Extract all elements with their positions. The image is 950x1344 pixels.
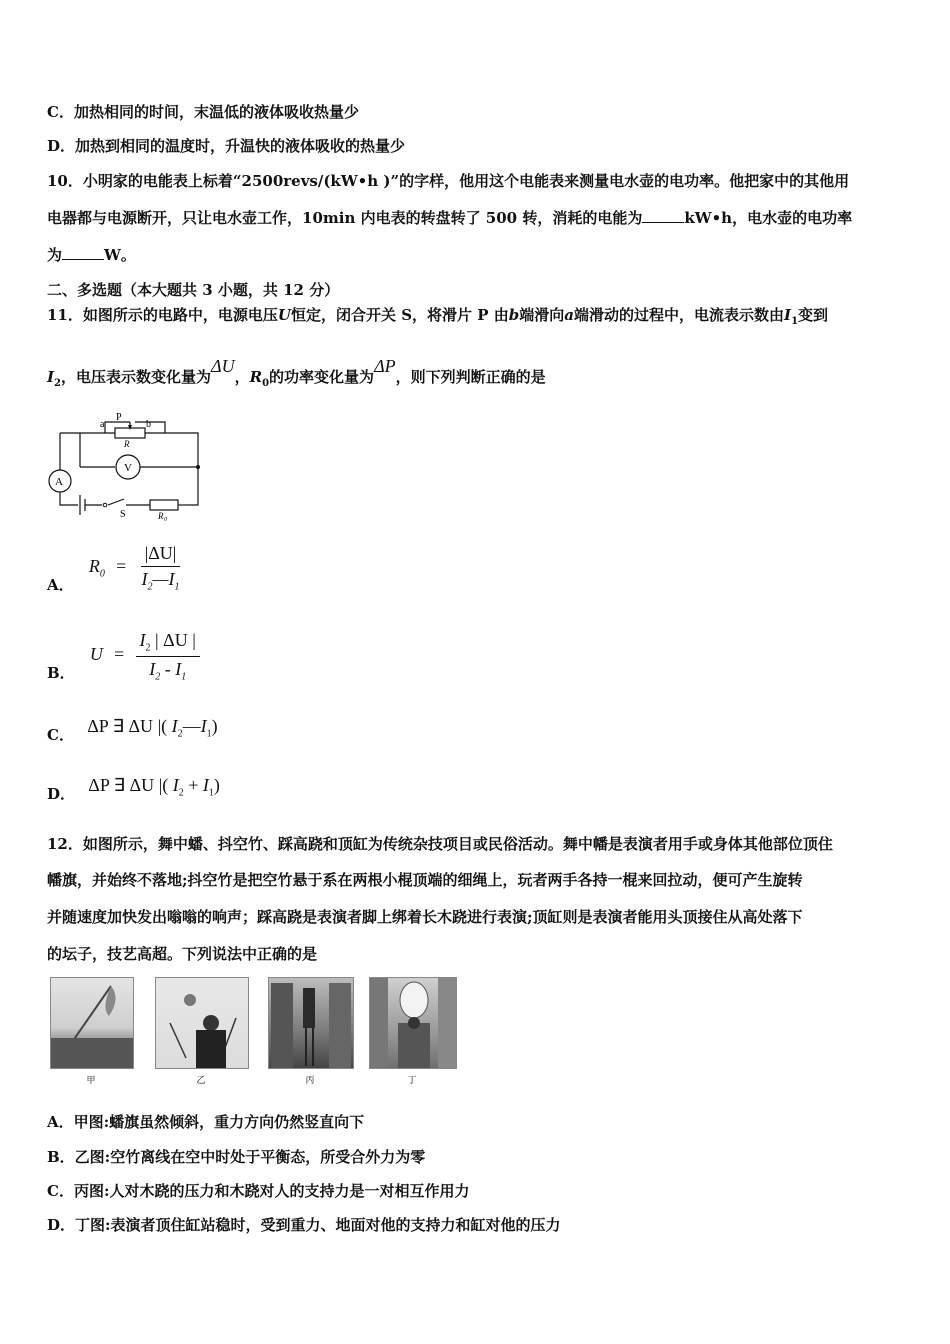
caption-bing: 丙: [305, 1076, 315, 1086]
q11-symbol-dU: ΔU: [211, 356, 235, 376]
question-11-line-2: [47, 356, 546, 394]
q11-d-expression: ΔP ∃ ΔU |( $I_2 + I_1$): [88, 775, 220, 799]
question-12-line-1: 12．如图所示，舞中蟠、抖空竹、踩高跷和顶缸为传统杂技项目或民俗活动。舞中幡是表演者用手或身体其他部位顶住: [47, 835, 833, 853]
line-option-c-prev: C．加热相同的时间，末温低的液体吸收热量少: [47, 103, 359, 121]
q11-symbol-I2-sub: 2: [54, 378, 61, 389]
circuit-label-R0: R: [158, 511, 164, 521]
q10-blank-2: [62, 245, 104, 260]
question-12-line-2: 幡旗，并始终不落地;抖空竹是把空竹悬于系在两根小棍顶端的细绳上，玩者两手各持一棍来回拉动，便可产生旋转: [47, 871, 803, 889]
photo-ding: [369, 977, 457, 1069]
q11-symbol-b: b: [508, 306, 520, 324]
q11-a-lhs: $R_0$: [88, 555, 105, 580]
circuit-label-R: R: [124, 439, 130, 449]
question-10-line-3: [47, 245, 136, 265]
circuit-label-R0-sub: 0: [164, 517, 167, 523]
line-option-d-prev: D．加热到相同的温度时，升温快的液体吸收的热量少: [47, 137, 406, 155]
caption-ding: 丁: [407, 1076, 417, 1086]
photo-bing: [268, 977, 354, 1069]
q11-text-b4: ，则下列判断正确的是: [395, 368, 546, 386]
q11-b-lhs: U: [89, 644, 103, 665]
q11-a-eq: =: [116, 555, 127, 576]
q11-text-b2: ，: [234, 368, 250, 386]
q12-option-c[interactable]: C．丙图:人对木跷的压力和木跷对人的支持力是一对相互作用力: [47, 1182, 470, 1200]
circuit-diagram: [40, 405, 210, 525]
q11-option-a-label: A．: [47, 575, 74, 594]
q11-text-a1: 11．如图所示的电路中，电源电压: [47, 306, 278, 324]
circuit-label-A: A: [55, 476, 63, 488]
q11-option-c-label: C．: [47, 726, 74, 744]
q11-b-fraction: [136, 630, 200, 682]
q11-symbol-I1-sub: 1: [791, 316, 799, 327]
q11-a-denominator: $I_2—I_1$: [141, 569, 180, 593]
q11-b-denominator: $I_2 - I_1$: [149, 658, 187, 683]
q11-symbol-R0: R: [249, 368, 263, 386]
question-12-line-4: 的坛子，技艺高超。下列说法中正确的是: [47, 945, 318, 963]
section-heading-multi-choice: 二、多选题（本大题共 3 小题，共 12 分）: [47, 281, 340, 299]
q12-option-a[interactable]: A．甲图:蟠旗虽然倾斜，重力方向仍然竖直向下: [47, 1113, 365, 1131]
q11-option-a[interactable]: [47, 543, 184, 593]
caption-yi: 乙: [196, 1076, 206, 1086]
q11-option-d-label: D．: [47, 785, 76, 803]
q11-text-b1: ，电压表示数变化量为: [61, 368, 212, 386]
q10-text-1: 电器都与电源断开，只让电水壶工作，10min 内电表的转盘转了 500 转，消耗的电能为: [47, 209, 643, 227]
q11-option-d[interactable]: [47, 775, 220, 803]
q11-text-a2: 恒定，闭合开关 S，将滑片 P 由: [290, 306, 509, 324]
question-10-line-2: [47, 208, 852, 228]
q10-text-4: W。: [104, 246, 136, 264]
q11-symbol-dP: ΔP: [374, 356, 396, 376]
circuit-label-S: S: [120, 509, 126, 520]
circuit-label-a: a: [100, 419, 105, 430]
photo-jia: [50, 977, 134, 1069]
q11-text-a5: 变到: [798, 306, 829, 324]
q11-option-b[interactable]: [47, 630, 200, 682]
circuit-label-b: b: [146, 419, 151, 430]
question-11-line-1: [47, 305, 828, 332]
q12-option-b[interactable]: B．乙图:空竹离线在空中时处于平衡态，所受合外力为零: [47, 1148, 426, 1166]
q10-blank-1: [642, 208, 684, 223]
q11-option-c[interactable]: [47, 716, 218, 744]
q11-text-a3: 端滑向: [519, 306, 565, 324]
caption-jia: 甲: [86, 1076, 96, 1086]
q11-a-fraction: [138, 543, 184, 593]
q11-b-eq: =: [114, 644, 125, 665]
q11-c-expression: ΔP ∃ ΔU |( $I_2—I_1$): [87, 716, 218, 740]
q10-text-2: kW•h，电水壶的电功率: [684, 209, 853, 227]
photo-yi: [155, 977, 249, 1069]
q11-symbol-R0-sub: 0: [262, 378, 270, 389]
circuit-label-p: P: [116, 412, 122, 423]
q11-symbol-a: a: [564, 306, 575, 324]
q11-symbol-U: U: [277, 306, 291, 324]
q11-symbol-I1: I: [784, 306, 792, 324]
q11-b-numerator: $I_2$ | ΔU |: [136, 630, 200, 657]
q11-text-a4: 端滑动的过程中，电流表示数由: [574, 306, 785, 324]
q11-symbol-I2: I: [47, 368, 55, 386]
q11-option-b-label: B．: [47, 664, 75, 683]
q11-text-b3: 的功率变化量为: [269, 368, 375, 386]
q11-a-numerator: |ΔU|: [141, 543, 181, 567]
q10-text-3: 为: [47, 246, 63, 264]
question-12-line-3: 并随速度加快发出嗡嗡的响声；踩高跷是表演者脚上绑着长木跷进行表演;顶缸则是表演者能用头顶接住从高处落下: [47, 908, 803, 926]
q12-option-d[interactable]: D．丁图:表演者顶住缸站稳时，受到重力、地面对他的支持力和缸对他的压力: [47, 1216, 561, 1234]
circuit-label-V: V: [124, 462, 132, 474]
question-10-line-1: 10．小明家的电能表上标着“2500revs/(kW•h )”的字样，他用这个电能表来测量电水壶的电功率。他把家中的其他用: [47, 172, 850, 190]
